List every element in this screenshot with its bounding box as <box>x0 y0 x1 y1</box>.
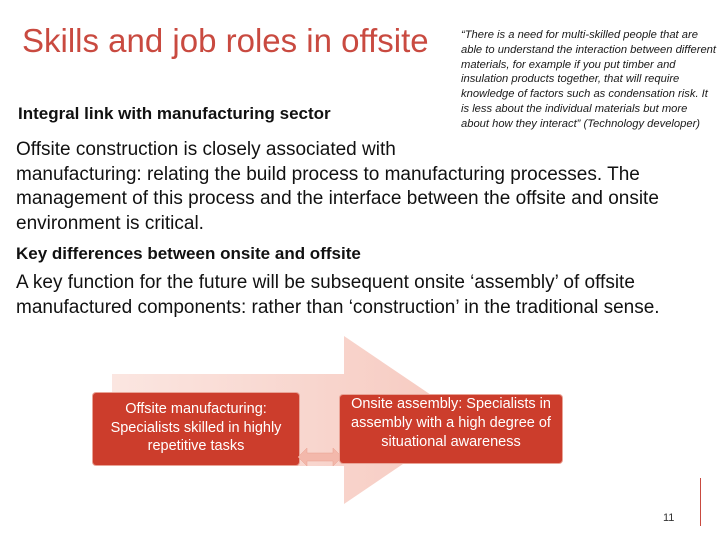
page-number: 11 <box>663 512 675 524</box>
paragraph-key-differences: A key function for the future will be subsequent onsite ‘assembly’ of offsite manufactured components: rather than ‘construction’ in the traditional sense. <box>16 272 660 318</box>
slide-title: Skills and job roles in offsite <box>22 22 429 59</box>
paragraph-integral-link <box>16 138 716 236</box>
onsite-assembly-box: Onsite assembly: Specialists in assembly with a high degree of situational awareness <box>340 395 562 463</box>
paragraph-1-rest: manufacturing: relating the build process to manufacturing processes. The management of this process and the interface between the offsite and onsite environment is critical. <box>16 163 659 234</box>
offsite-manufacturing-box: Offsite manufacturing: Specialists skilled in highly repetitive tasks <box>93 393 299 465</box>
double-arrow-connector <box>298 446 342 468</box>
subheading-key-differences: Key differences between onsite and offsite <box>16 244 361 263</box>
paragraph-1-line1: Offsite construction is closely associated with <box>16 139 396 160</box>
page-number-rule <box>700 478 701 526</box>
quote-text: “There is a need for multi-skilled people that are able to understand the interaction between different materials, for example if you put timber and insulation products together, that will require knowledge of factors such as condensation risk. It is less about the individual materials but more about how they interact” (Technology developer) <box>461 29 717 130</box>
subheading-integral-link: Integral link with manufacturing sector <box>18 104 331 123</box>
